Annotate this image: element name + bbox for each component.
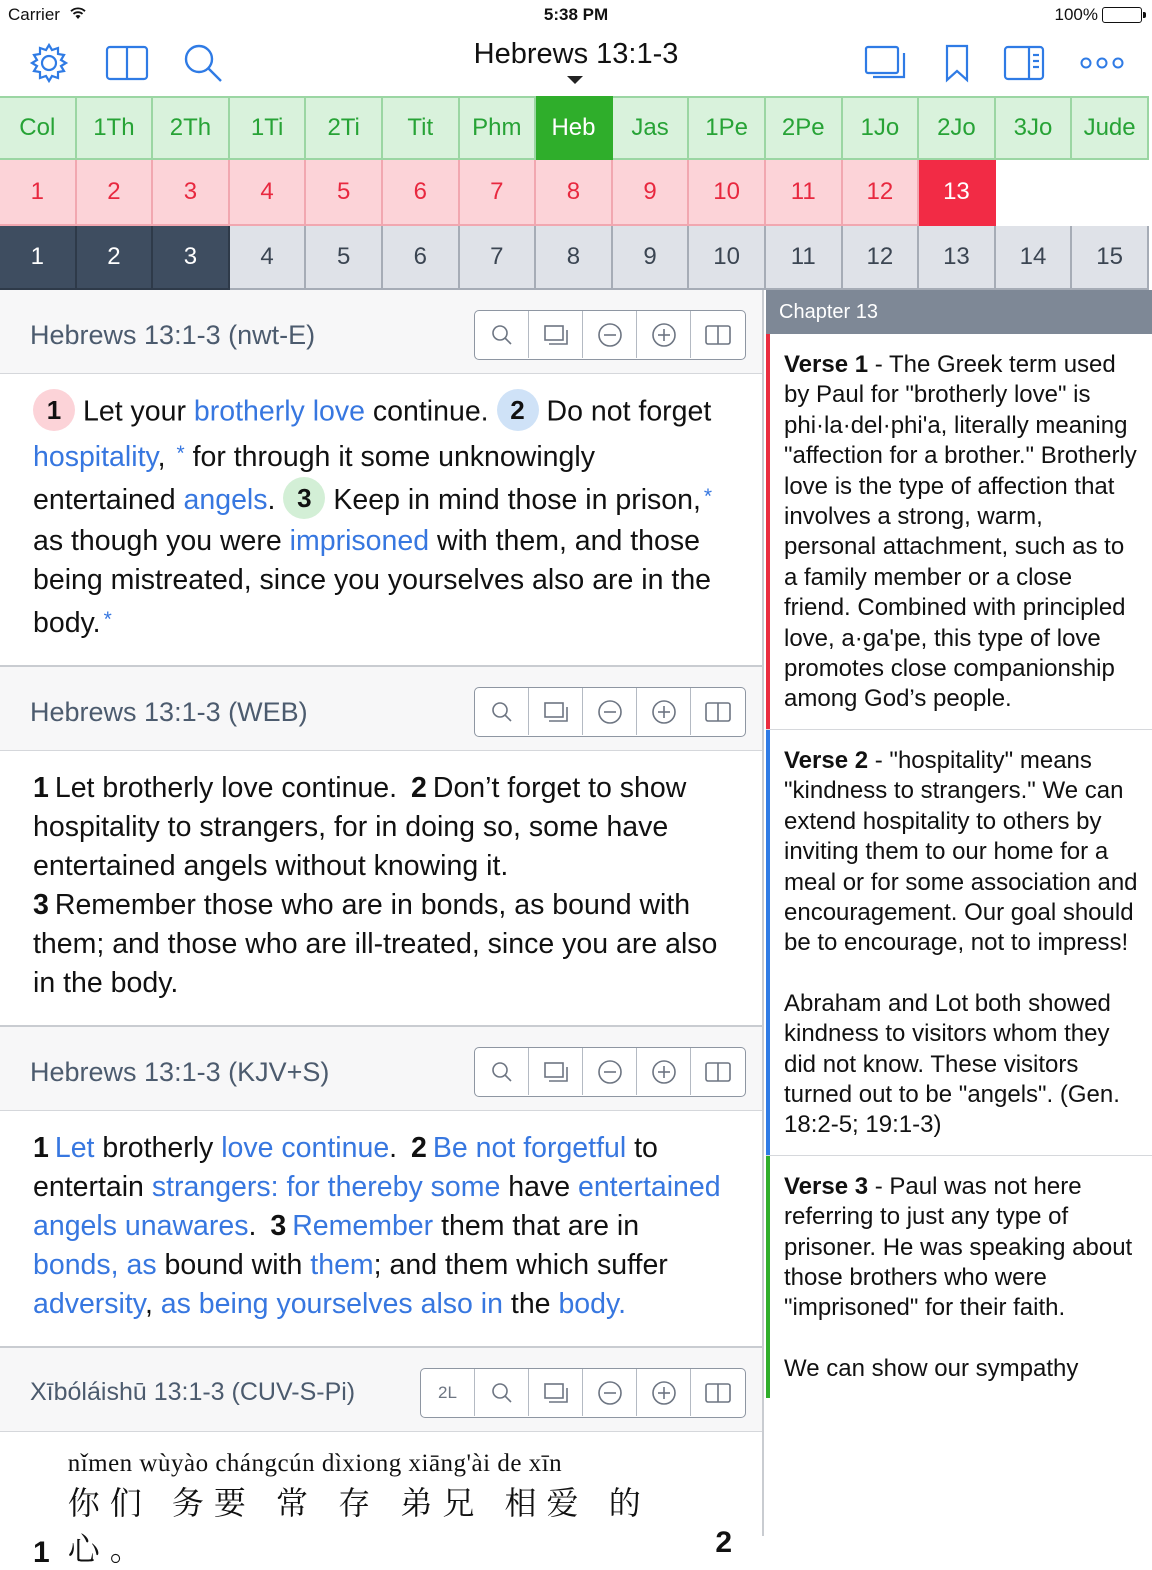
verse-number[interactable]: 1 — [33, 1132, 49, 1165]
strongs-link[interactable]: them — [310, 1249, 374, 1282]
translation-toolbar — [474, 1047, 746, 1097]
book-tab-phm[interactable]: Phm — [460, 96, 537, 160]
carrier-label: Carrier — [8, 5, 87, 25]
verse-tab-2[interactable]: 2 — [77, 226, 154, 290]
zoom-in-icon[interactable] — [637, 311, 691, 358]
notes-pane — [766, 290, 1152, 1536]
book-tab-1jo[interactable]: 1Jo — [843, 96, 920, 160]
window-icon[interactable] — [529, 688, 583, 735]
verse-number[interactable]: 3 — [283, 477, 325, 519]
verse-number[interactable]: 2 — [497, 389, 539, 431]
window-icon[interactable] — [529, 311, 583, 358]
book-tab-2jo[interactable]: 2Jo — [919, 96, 996, 160]
chapter-tab-8[interactable]: 8 — [536, 160, 613, 226]
notes-chapter-header: Chapter 13 — [766, 290, 1152, 334]
translations-pane — [0, 290, 764, 1570]
book-tab-tit[interactable]: Tit — [383, 96, 460, 160]
footnote-marker[interactable]: * — [176, 442, 185, 465]
verse-tab-12[interactable]: 12 — [843, 226, 920, 290]
bookmark-icon[interactable] — [934, 40, 980, 86]
chapter-tab-12[interactable]: 12 — [843, 160, 920, 226]
hanzi-text: 你们 务要 常 存 弟兄 相爱 的 心。 — [67, 1484, 651, 1569]
search-icon[interactable] — [475, 688, 529, 735]
window-icon[interactable] — [529, 1048, 583, 1095]
strongs-link[interactable]: adversity — [33, 1288, 145, 1321]
verse-number[interactable]: 2 — [411, 1132, 427, 1165]
zoom-in-icon[interactable] — [637, 1369, 691, 1416]
translation-ref: Hebrews 13:1-3 (nwt-E) — [30, 320, 316, 350]
page-title[interactable]: Hebrews 13:1-3 — [473, 38, 679, 70]
zoom-in-icon[interactable] — [637, 688, 691, 735]
verse-number[interactable]: 3 — [270, 1210, 287, 1243]
chapter-tab-7[interactable]: 7 — [460, 160, 537, 226]
zoom-in-icon[interactable] — [637, 1048, 691, 1095]
chapter-tab-5[interactable]: 5 — [306, 160, 383, 226]
verse-tab-15[interactable]: 15 — [1072, 226, 1149, 290]
window-icon[interactable] — [862, 40, 908, 86]
verse-note-3: Verse 3 - Paul was not here referring to just any type of prisoner. He was speaking about those brothers who were "imprisoned" for their faith. We can show our sympathy — [766, 1156, 1152, 1398]
verse-tab-4[interactable]: 4 — [230, 226, 307, 290]
book-icon[interactable] — [691, 1048, 745, 1095]
zoom-out-icon[interactable] — [583, 311, 637, 358]
verse-tab-1[interactable]: 1 — [0, 226, 77, 290]
status-bar — [0, 0, 1152, 30]
two-line-button[interactable]: 2L — [421, 1369, 475, 1416]
book-tab-3jo[interactable]: 3Jo — [996, 96, 1073, 160]
strongs-link[interactable]: strangers: for thereby some — [151, 1171, 501, 1204]
strongs-link[interactable]: body. — [558, 1288, 627, 1321]
zoom-out-icon[interactable] — [583, 1369, 637, 1416]
chapter-tab-2[interactable]: 2 — [77, 160, 154, 226]
search-icon[interactable] — [475, 311, 529, 358]
battery-icon — [1102, 7, 1142, 23]
more-icon[interactable] — [1077, 40, 1127, 86]
study-link[interactable]: brotherly love — [193, 395, 365, 428]
translation-header-kjv — [0, 1027, 762, 1111]
verse-number[interactable]: 1 — [33, 772, 49, 805]
translation-header-cuv — [0, 1348, 762, 1432]
verse-selector — [0, 226, 1152, 290]
book-tab-2th[interactable]: 2Th — [153, 96, 230, 160]
verse-note-1: Verse 1 - The Greek term used by Paul for "brotherly love" is phi·la·del·phiʹa, literally meaning "affection for a brother." Brotherly love is the type of affection that involves a strong, warm, personal attachment, such as to a family member or a close friend. Combined with principled love, a·gaʹpe, this type of love promotes close companionship among God’s people. — [766, 334, 1152, 730]
search-icon[interactable] — [475, 1369, 529, 1416]
translation-toolbar — [420, 1368, 746, 1418]
verse-number[interactable]: 2 — [715, 1526, 732, 1560]
battery-percent: 100% — [1054, 5, 1098, 24]
translation-text-cuv — [0, 1432, 762, 1570]
book-tab-2ti[interactable]: 2Ti — [306, 96, 383, 160]
translation-ref: Hebrews 13:1-3 (WEB) — [30, 697, 308, 728]
search-icon[interactable] — [475, 1048, 529, 1095]
chapter-tab-1[interactable]: 1 — [0, 160, 77, 226]
translation-toolbar — [474, 310, 746, 360]
strongs-link[interactable]: Be not forgetful — [432, 1132, 627, 1165]
verse-tab-10[interactable]: 10 — [689, 226, 766, 290]
verse-tab-9[interactable]: 9 — [613, 226, 690, 290]
book-tab-1th[interactable]: 1Th — [77, 96, 154, 160]
book-tab-jude[interactable]: Jude — [1072, 96, 1149, 160]
strongs-link[interactable]: Let — [54, 1132, 95, 1165]
translation-text-web: 1 Let brotherly love continue. 2 Don’t forget to show hospitality to strangers, for in doing so, some have entertained angels without knowing it. 3 Remember those who are in bonds, as bound with them; and those who are ill-treated, since you are also in the body. — [0, 751, 762, 1027]
study-link[interactable]: imprisoned — [289, 525, 430, 558]
verse-tab-7[interactable]: 7 — [460, 226, 537, 290]
strongs-link[interactable]: Remember — [292, 1210, 434, 1243]
strongs-link[interactable]: entertained angels unawares — [33, 1171, 721, 1243]
verse-tab-5[interactable]: 5 — [306, 226, 383, 290]
study-link[interactable]: angels — [183, 484, 268, 516]
chapter-tab-3[interactable]: 3 — [153, 160, 230, 226]
interlinear-line — [68, 1450, 688, 1570]
sidebar-icon[interactable] — [1001, 40, 1047, 86]
footnote-marker[interactable]: * — [703, 485, 713, 508]
translation-header-web — [0, 667, 762, 751]
verse-number[interactable]: 1 — [33, 389, 75, 431]
strongs-link[interactable]: love continue — [221, 1132, 390, 1165]
chapter-tab-6[interactable]: 6 — [383, 160, 460, 226]
battery-indicator — [1055, 5, 1142, 25]
verse-tab-8[interactable]: 8 — [536, 226, 613, 290]
window-icon[interactable] — [529, 1369, 583, 1416]
chapter-tab-10[interactable]: 10 — [689, 160, 766, 226]
chapter-tab-13[interactable]: 13 — [919, 160, 996, 226]
strongs-link[interactable]: as being yourselves also in — [160, 1288, 503, 1321]
pinyin-text: nǐmen wùyào chángcún dìxiong xiāng'ài de xīn — [67, 1450, 563, 1478]
translation-ref: Xībóláishū 13:1-3 (CUV-S-Pi) — [30, 1378, 356, 1407]
verse-number[interactable]: 1 — [33, 1536, 50, 1570]
book-selector — [0, 96, 1152, 160]
zoom-out-icon[interactable] — [583, 1048, 637, 1095]
translation-toolbar — [474, 687, 746, 737]
book-tab-heb[interactable]: Heb — [536, 96, 613, 160]
book-tab-col[interactable]: Col — [0, 96, 77, 160]
chapter-selector — [0, 160, 1152, 226]
verse-tab-14[interactable]: 14 — [996, 226, 1073, 290]
study-link[interactable]: hospitality — [33, 441, 158, 473]
book-tab-jas[interactable]: Jas — [613, 96, 690, 160]
chapter-tab-9[interactable]: 9 — [613, 160, 690, 226]
footnote-marker[interactable]: * — [103, 608, 112, 632]
translation-text-nwt: 1 Let your brotherly love continue. 2 Do not forget hospitality, * for through it some unknowingly entertained angels. 3 Keep in mind those in prison, * as though you were imprisoned with them, and those being mistreated, since you yourselves also are in the body. * — [0, 374, 762, 667]
chapter-tab-4[interactable]: 4 — [230, 160, 307, 226]
nav-bar — [0, 30, 1152, 96]
strongs-link[interactable]: bonds, as — [33, 1249, 157, 1282]
verse-number[interactable]: 2 — [411, 772, 427, 805]
verse-tab-11[interactable]: 11 — [766, 226, 843, 290]
zoom-out-icon[interactable] — [583, 688, 637, 735]
translation-text-kjv: 1 Let brotherly love continue. 2 Be not forgetful to entertain strangers: for thereby some have entertained angels unawares. 3 Remember them that are in bonds, as bound with them; and them which suffer adversity, as being yourselves also in the body. — [0, 1111, 762, 1348]
book-tab-1ti[interactable]: 1Ti — [230, 96, 307, 160]
title-dropdown-caret-icon[interactable] — [567, 76, 583, 84]
verse-tab-13[interactable]: 13 — [919, 226, 996, 290]
book-tab-1pe[interactable]: 1Pe — [689, 96, 766, 160]
verse-note-2: Verse 2 - "hospitality" means "kindness to strangers." We can extend hospitality to others by inviting them to our home for a meal or for some association and encouragement. Our goal should be to encourage, not to impress! Abraham and Lot both showed kindness to visitors whom they did not know. These visitors turned out to be "angels". (Gen. 18:2-5; 19:1-3) — [766, 730, 1152, 1156]
translation-ref: Hebrews 13:1-3 (KJV+S) — [30, 1057, 330, 1088]
verse-tab-6[interactable]: 6 — [383, 226, 460, 290]
translation-header-nwt — [0, 290, 762, 374]
verse-tab-3[interactable]: 3 — [153, 226, 230, 290]
clock: 5:38 PM — [543, 5, 609, 24]
book-icon[interactable] — [691, 688, 745, 735]
book-tab-2pe[interactable]: 2Pe — [766, 96, 843, 160]
chapter-tab-11[interactable]: 11 — [766, 160, 843, 226]
book-icon[interactable] — [691, 311, 745, 358]
book-icon[interactable] — [691, 1369, 745, 1416]
verse-number[interactable]: 3 — [33, 889, 49, 922]
